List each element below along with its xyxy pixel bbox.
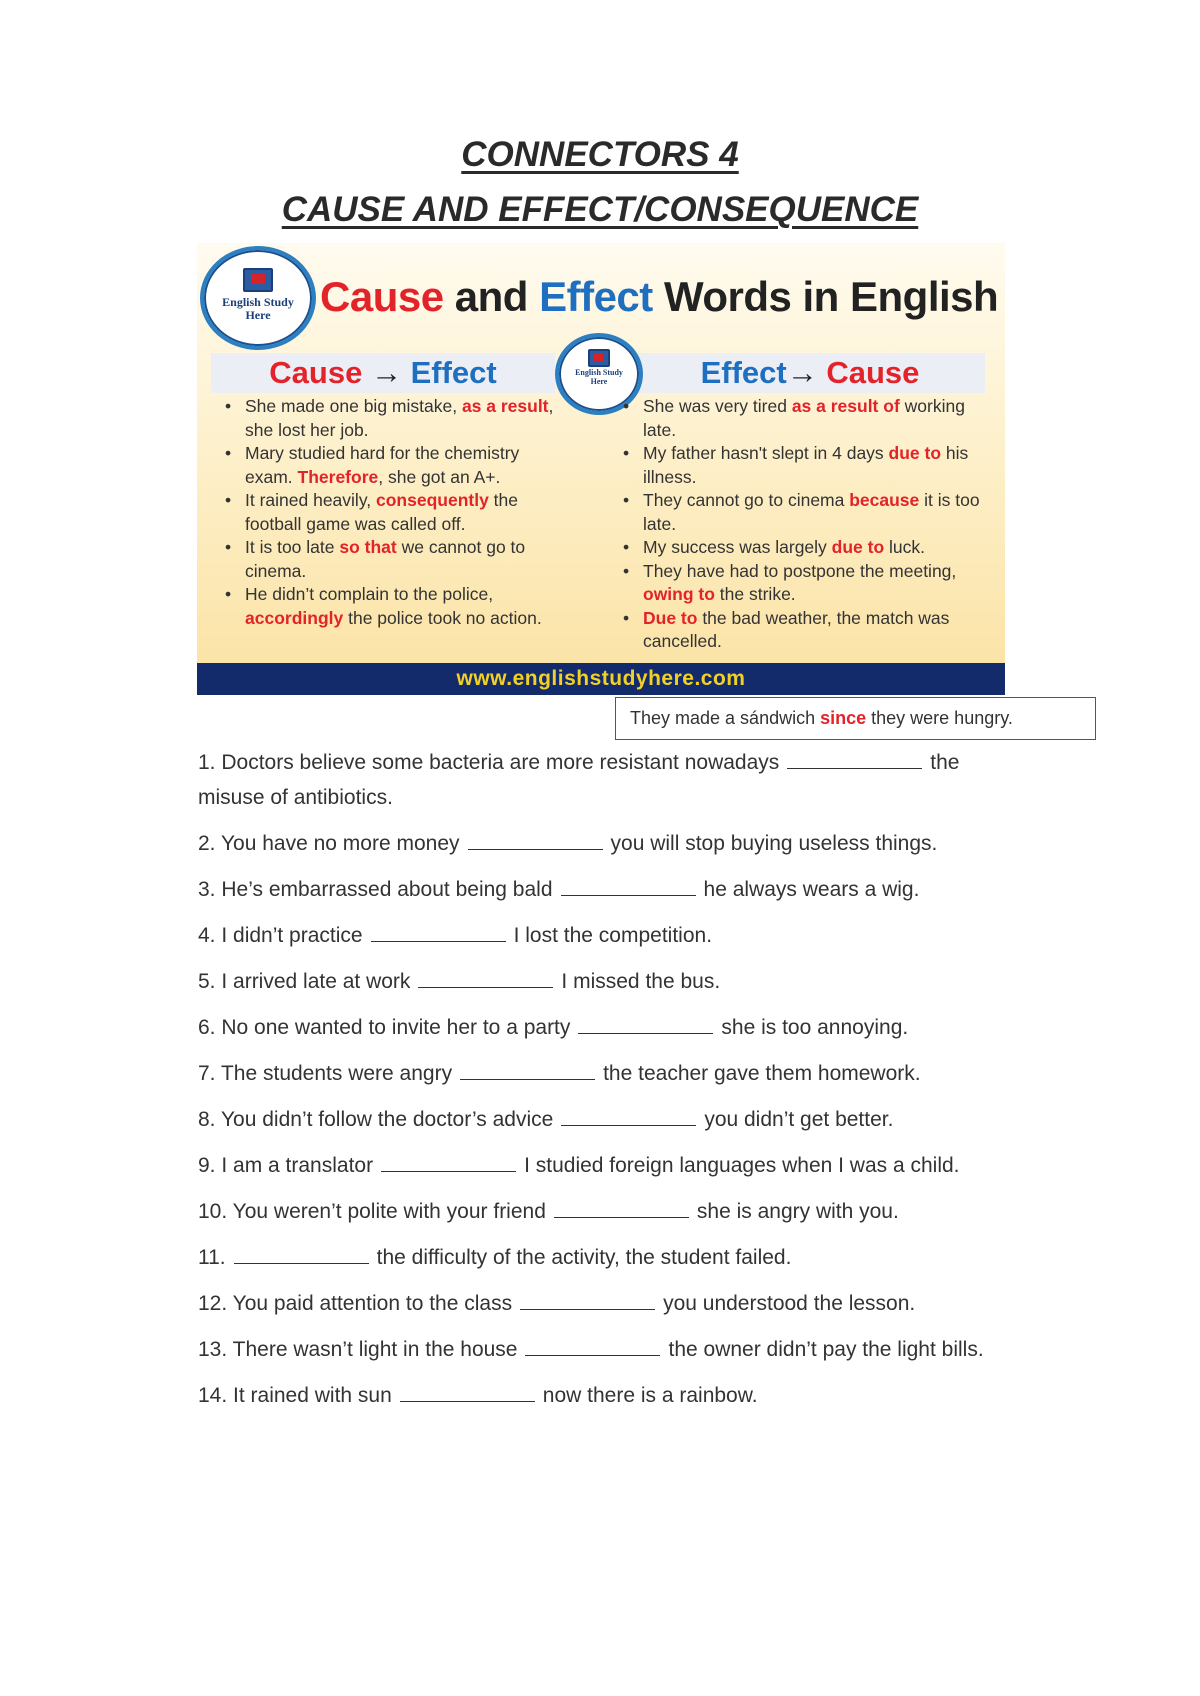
list-item: • My success was largely due to luck. [617,536,985,560]
answer-blank[interactable] [460,1057,595,1080]
page-title: CONNECTORS 4 [461,135,739,174]
answer-blank[interactable] [400,1379,535,1402]
list-item: • Mary studied hard for the chemistry exam. Therefore, she got an A+. [219,442,564,489]
website-footer: www.englishstudyhere.com [197,663,1005,695]
cause-effect-infographic [197,243,1005,695]
list-item: • It is too late so that we cannot go to cinema. [219,536,564,583]
answer-blank[interactable] [578,1011,713,1034]
exercise-item: 1. Doctors believe some bacteria are more resistant nowadays the misuse of antibiotics. [198,745,1018,815]
answer-blank[interactable] [418,965,553,988]
cause-effect-examples [219,395,564,630]
exercise-item: 11. the difficulty of the activity, the student failed. [198,1240,1018,1275]
example-sentence-box: They made a sándwich since they were hungry. [615,697,1096,740]
answer-blank[interactable] [468,827,603,850]
exercise-item: 3. He’s embarrassed about being bald he always wears a wig. [198,872,1018,907]
book-icon [588,349,610,367]
exercise-item: 4. I didn’t practice I lost the competition. [198,918,1018,953]
list-item: • They have had to postpone the meeting, owing to the strike. [617,560,985,607]
logo-small-text-2: Here [590,376,608,386]
answer-blank[interactable] [554,1195,689,1218]
logo-text-1: English Study [222,295,294,309]
logo-text-2: Here [245,308,271,323]
answer-blank[interactable] [525,1333,660,1356]
logo-small-text-1: English Study [575,368,623,377]
cause-effect-header: Cause → Effect [211,353,555,393]
answer-blank[interactable] [520,1287,655,1310]
exercise-item: 12. You paid attention to the class you understood the lesson. [198,1286,1018,1321]
exercise-item: 14. It rained with sun now there is a rainbow. [198,1378,1018,1413]
exercise-item: 9. I am a translator I studied foreign languages when I was a child. [198,1148,1018,1183]
answer-blank[interactable] [787,746,922,769]
exercise-item: 8. You didn’t follow the doctor’s advice you didn’t get better. [198,1102,1018,1137]
answer-blank[interactable] [561,873,696,896]
list-item: • She was very tired as a result of working late. [617,395,985,442]
answer-blank[interactable] [234,1241,369,1264]
exercise-item: 6. No one wanted to invite her to a party she is too annoying. [198,1010,1018,1045]
list-item: • My father hasn't slept in 4 days due to his illness. [617,442,985,489]
exercise-item: 2. You have no more money you will stop buying useless things. [198,826,1018,861]
exercise-list [198,745,1018,1424]
infographic-headline: Cause and Effect Words in English [320,273,999,320]
list-item: • He didn’t complain to the police, accordingly the police took no action. [219,583,564,630]
exercise-item: 5. I arrived late at work I missed the bus. [198,964,1018,999]
exercise-item: 7. The students were angry the teacher gave them homework. [198,1056,1018,1091]
list-item: • Due to the bad weather, the match was cancelled. [617,607,985,654]
answer-blank[interactable] [561,1103,696,1126]
list-item: • They cannot go to cinema because it is too late. [617,489,985,536]
list-item: • She made one big mistake, as a result, she lost her job. [219,395,564,442]
list-item: • It rained heavily, consequently the football game was called off. [219,489,564,536]
answer-blank[interactable] [371,919,506,942]
answer-blank[interactable] [381,1149,516,1172]
effect-cause-header: Effect→ Cause [635,353,985,393]
book-icon [243,268,273,292]
page-subtitle: CAUSE AND EFFECT/CONSEQUENCE [281,190,919,229]
exercise-item: 13. There wasn’t light in the house the owner didn’t pay the light bills. [198,1332,1018,1367]
exercise-item: 10. You weren’t polite with your friend she is angry with you. [198,1194,1018,1229]
effect-cause-examples [617,395,985,654]
english-study-here-logo [200,246,316,350]
